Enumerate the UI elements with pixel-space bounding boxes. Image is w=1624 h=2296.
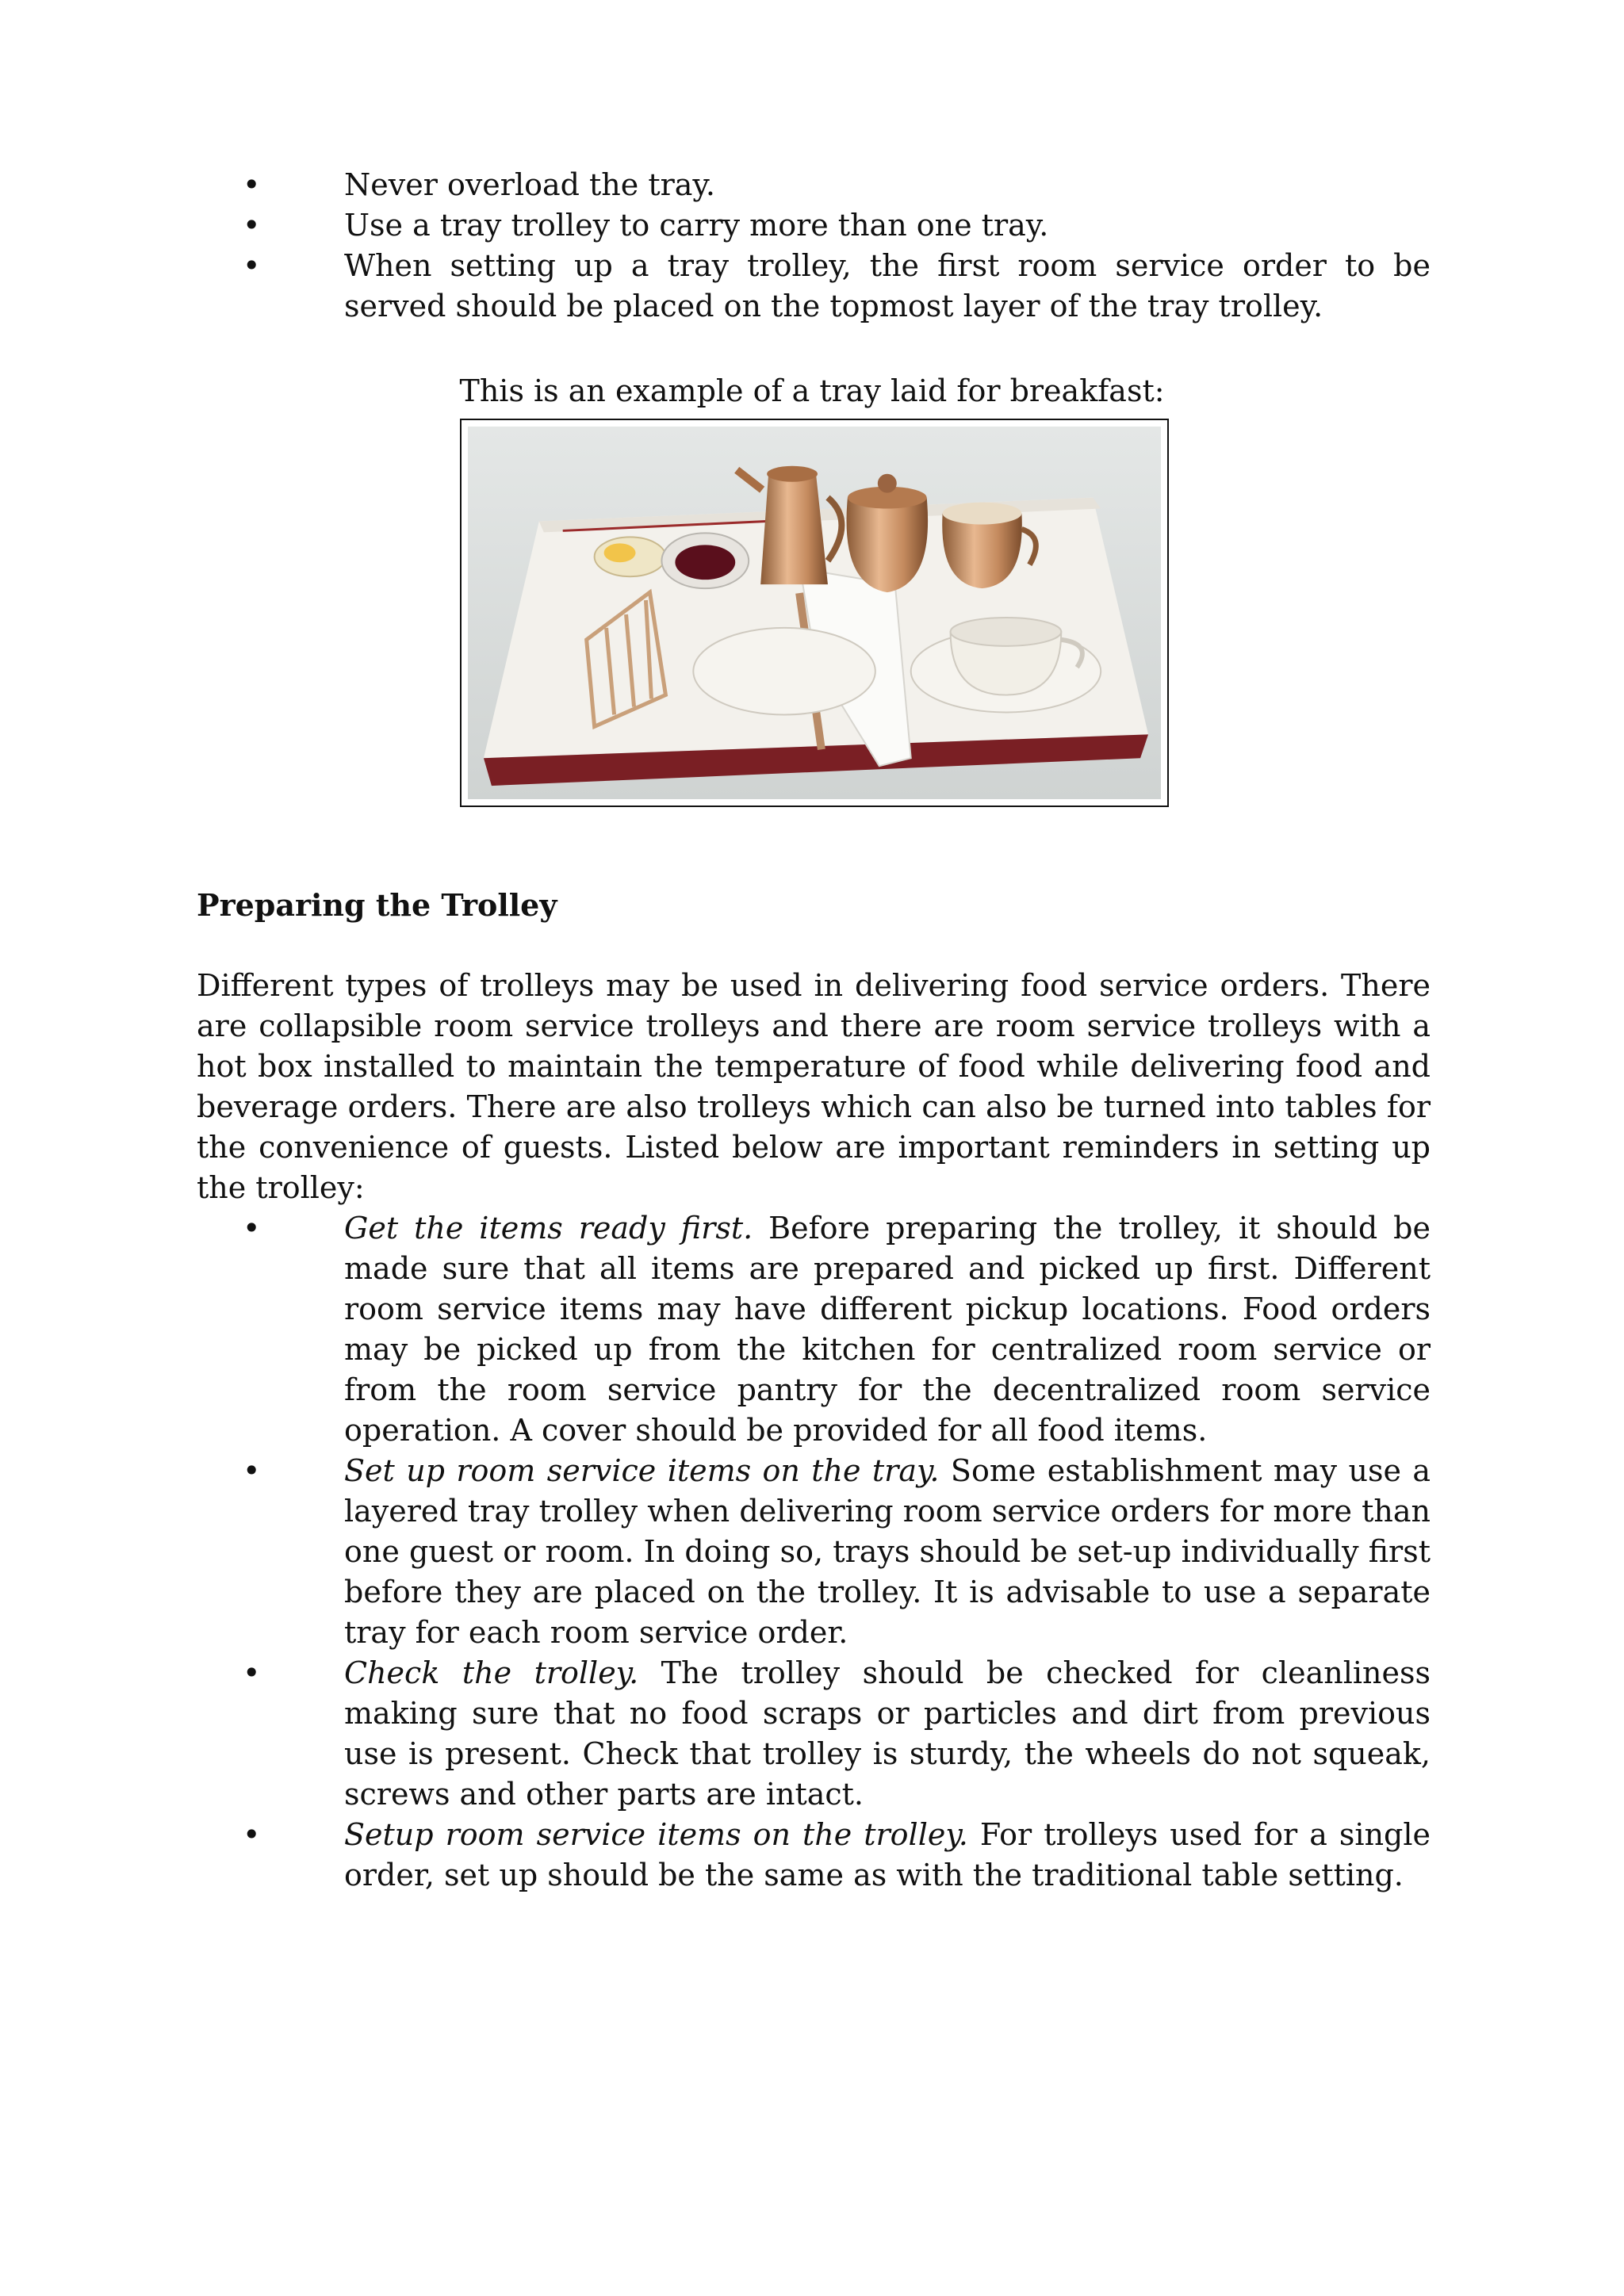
- list-item: [197, 205, 1431, 246]
- reminder-text: Some establishment may use a layered tray trolley when delivering room service orders for more than one guest or room. In doing so, trays should be set-up individually first before they are placed on the trolley. It is advisable to use a separate tray for each room service order.: [344, 1453, 1431, 1650]
- reminder-lead: Get the items ready first.: [344, 1211, 753, 1246]
- list-item-text: Use a tray trolley to carry more than one tray.: [344, 208, 1049, 243]
- tray-tips-list: [197, 165, 1431, 327]
- section-heading: Preparing the Trolley: [197, 887, 557, 923]
- list-item: [197, 1451, 1431, 1653]
- reminder-lead: Setup room service items on the trolley.: [344, 1817, 968, 1852]
- reminder-text: Before preparing the trolley, it should be made sure that all items are prepared and picked up first. Different room service items may have different pickup locations. Food orders may be picked up from the kitchen for centralized room service or from the room service pantry for the decentralized room service operation. A cover should be provided for all food items.: [344, 1211, 1431, 1448]
- bullet: •: [243, 1817, 261, 1852]
- list-item-text: Never overload the tray.: [344, 167, 715, 202]
- list-item: [197, 1653, 1431, 1815]
- bullet: •: [243, 1453, 261, 1488]
- reminder-text: For trolleys used for a single order, set up should be the same as with the traditional table setting.: [344, 1817, 1431, 1892]
- reminder-lead: Check the trolley.: [344, 1655, 639, 1690]
- bullet: •: [243, 1655, 261, 1690]
- list-item: [197, 1815, 1431, 1896]
- list-item: [197, 246, 1431, 327]
- bullet: •: [243, 1211, 261, 1246]
- trolley-reminders-list: [197, 1208, 1431, 1896]
- reminder-text: The trolley should be checked for cleanliness making sure that no food scraps or particles and dirt from previous use is present. Check that trolley is sturdy, the wheels do not squeak, screws and other parts are intact.: [344, 1655, 1431, 1812]
- section-paragraph: Different types of trolleys may be used in delivering food service orders. There are collapsible room service trolleys and there are room service trolleys with a hot box installed to maintain the temperature of food while delivering food and beverage orders. There are also trolleys which can also be turned into tables for the convenience of guests. Listed below are important reminders in setting up the trolley:: [197, 968, 1431, 1205]
- list-item: [197, 165, 1431, 205]
- bullet: •: [243, 208, 261, 243]
- image-caption: This is an example of a tray laid for breakfast:: [459, 373, 1165, 408]
- bullet: •: [243, 167, 261, 202]
- list-item: [197, 1208, 1431, 1451]
- bullet: •: [243, 248, 261, 283]
- list-item-text: When setting up a tray trolley, the first room service order to be served should be placed on the topmost layer of the tray trolley.: [344, 248, 1431, 323]
- reminder-lead: Set up room service items on the tray.: [344, 1453, 940, 1488]
- breakfast-tray-illustration: [468, 427, 1161, 799]
- breakfast-tray-photo: [460, 419, 1169, 807]
